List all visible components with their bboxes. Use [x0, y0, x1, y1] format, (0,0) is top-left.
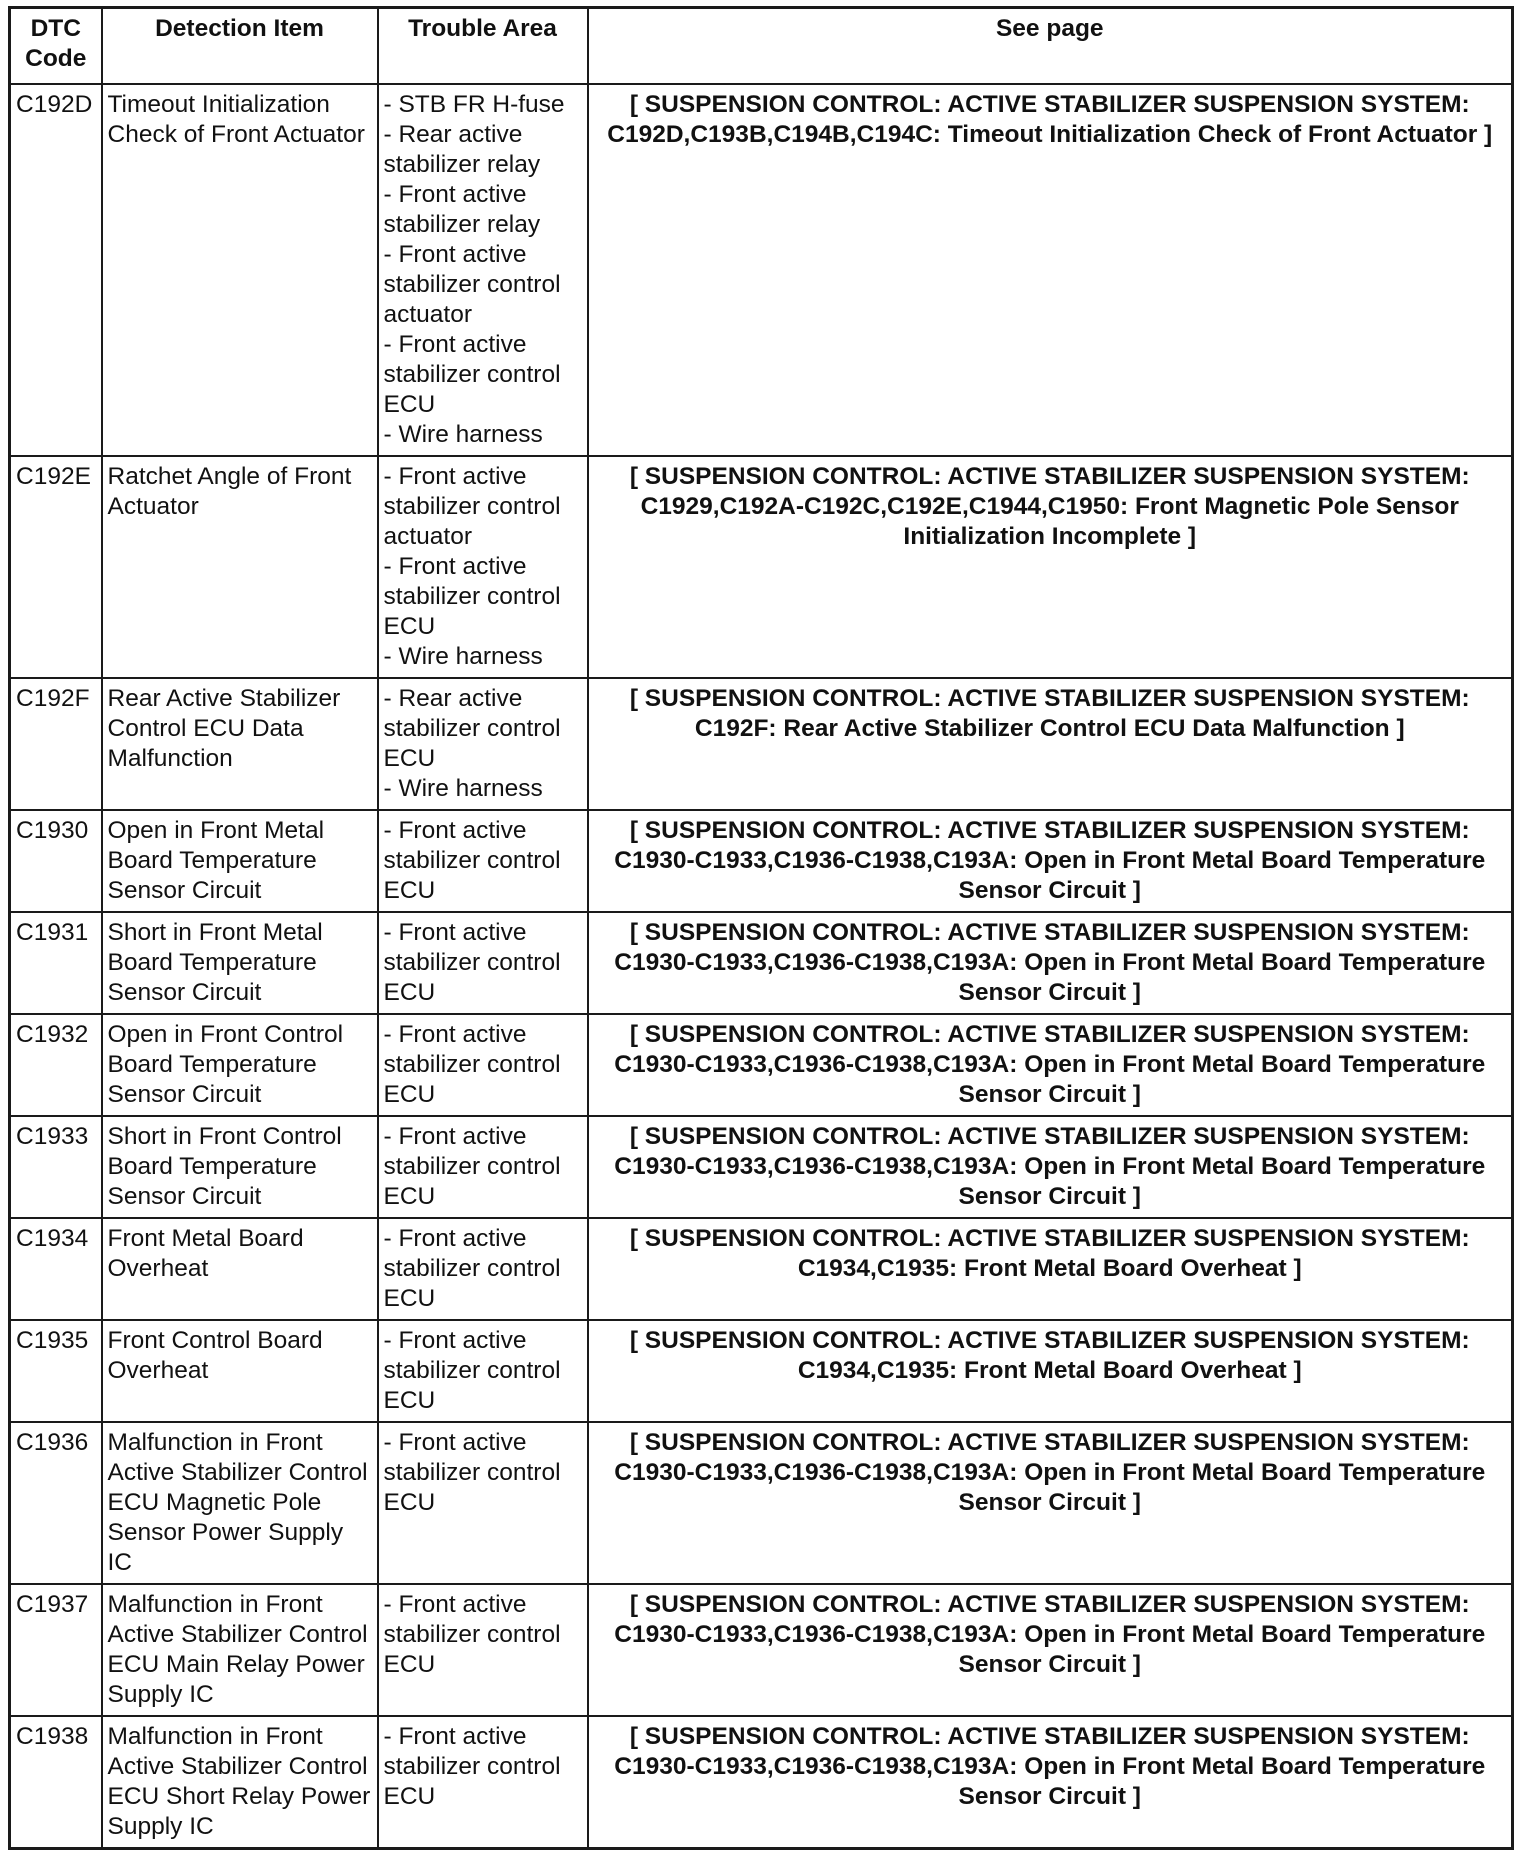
table-header — [10, 8, 1513, 85]
see-page-link[interactable]: [ SUSPENSION CONTROL: ACTIVE STABILIZER SUSPENSION SYSTEM: C192F: Rear Active Stabilizer Control ECU Data Malfunction ] — [588, 678, 1513, 810]
header-trouble-area: Trouble Area — [378, 8, 588, 85]
trouble-area-cell — [378, 1584, 588, 1716]
trouble-area-cell — [378, 1320, 588, 1422]
dtc-code-cell: C192F — [10, 678, 102, 810]
detection-item-cell: Front Metal Board Overheat — [102, 1218, 378, 1320]
see-page-link[interactable]: [ SUSPENSION CONTROL: ACTIVE STABILIZER SUSPENSION SYSTEM: C1930-C1933,C1936-C1938,C193A: Open in Front Metal Board Temperature Sensor Circuit ] — [588, 1584, 1513, 1716]
trouble-area-item: - Wire harness — [383, 643, 543, 670]
trouble-area-item: - Front active stabilizer control ECU — [383, 919, 561, 1006]
dtc-code-cell: C1932 — [10, 1014, 102, 1116]
see-page-link[interactable]: [ SUSPENSION CONTROL: ACTIVE STABILIZER SUSPENSION SYSTEM: C1934,C1935: Front Metal Board Overheat ] — [588, 1218, 1513, 1320]
trouble-area-cell — [378, 1218, 588, 1320]
table-row — [10, 456, 1513, 678]
detection-item-cell: Rear Active Stabilizer Control ECU Data Malfunction — [102, 678, 378, 810]
trouble-area-item: - Front active stabilizer control ECU — [383, 817, 561, 904]
dtc-table — [8, 6, 1514, 1850]
see-page-link[interactable]: [ SUSPENSION CONTROL: ACTIVE STABILIZER SUSPENSION SYSTEM: C1929,C192A-C192C,C192E,C1944,C1950: Front Magnetic Pole Sensor Initialization Incomplete ] — [588, 456, 1513, 678]
header-dtc-code-line1: DTC — [30, 15, 81, 42]
trouble-area-cell — [378, 912, 588, 1014]
trouble-area-item: - Front active stabilizer control ECU — [383, 553, 561, 640]
table-row — [10, 912, 1513, 1014]
detection-item-cell: Front Control Board Overheat — [102, 1320, 378, 1422]
see-page-link[interactable]: [ SUSPENSION CONTROL: ACTIVE STABILIZER SUSPENSION SYSTEM: C1934,C1935: Front Metal Board Overheat ] — [588, 1320, 1513, 1422]
table-row — [10, 1014, 1513, 1116]
trouble-area-cell — [378, 1422, 588, 1584]
table-row — [10, 1116, 1513, 1218]
see-page-link[interactable]: [ SUSPENSION CONTROL: ACTIVE STABILIZER SUSPENSION SYSTEM: C1930-C1933,C1936-C1938,C193A: Open in Front Metal Board Temperature Sensor Circuit ] — [588, 1014, 1513, 1116]
trouble-area-cell — [378, 810, 588, 912]
table-body — [10, 84, 1513, 1849]
see-page-link[interactable]: [ SUSPENSION CONTROL: ACTIVE STABILIZER SUSPENSION SYSTEM: C1930-C1933,C1936-C1938,C193A: Open in Front Metal Board Temperature Sensor Circuit ] — [588, 1716, 1513, 1849]
dtc-code-cell: C1938 — [10, 1716, 102, 1849]
trouble-area-cell — [378, 1014, 588, 1116]
trouble-area-item: - Front active stabilizer control actuator — [383, 463, 561, 550]
trouble-area-cell — [378, 84, 588, 456]
trouble-area-cell — [378, 1716, 588, 1849]
header-see-page: See page — [588, 8, 1513, 85]
trouble-area-item: - Front active stabilizer control ECU — [383, 1225, 561, 1312]
trouble-area-item: - Front active stabilizer control ECU — [383, 1429, 561, 1516]
detection-item-cell: Ratchet Angle of Front Actuator — [102, 456, 378, 678]
table-row — [10, 84, 1513, 456]
detection-item-cell: Open in Front Control Board Temperature Sensor Circuit — [102, 1014, 378, 1116]
detection-item-cell: Open in Front Metal Board Temperature Sensor Circuit — [102, 810, 378, 912]
detection-item-cell: Short in Front Metal Board Temperature Sensor Circuit — [102, 912, 378, 1014]
trouble-area-item: - Front active stabilizer control actuator — [383, 241, 561, 328]
trouble-area-cell — [378, 456, 588, 678]
dtc-code-cell: C192E — [10, 456, 102, 678]
detection-item-cell: Malfunction in Front Active Stabilizer Control ECU Magnetic Pole Sensor Power Supply IC — [102, 1422, 378, 1584]
table-row — [10, 1716, 1513, 1849]
table-row — [10, 1422, 1513, 1584]
trouble-area-cell — [378, 1116, 588, 1218]
table-row — [10, 810, 1513, 912]
trouble-area-item: - STB FR H-fuse — [383, 91, 565, 118]
table-row — [10, 1584, 1513, 1716]
trouble-area-item: - Front active stabilizer control ECU — [383, 331, 561, 418]
header-dtc-code — [10, 8, 102, 85]
detection-item-cell: Timeout Initialization Check of Front Actuator — [102, 84, 378, 456]
trouble-area-item: - Front active stabilizer control ECU — [383, 1723, 561, 1810]
table-row — [10, 678, 1513, 810]
trouble-area-item: - Wire harness — [383, 421, 543, 448]
detection-item-cell: Malfunction in Front Active Stabilizer Control ECU Short Relay Power Supply IC — [102, 1716, 378, 1849]
trouble-area-item: - Wire harness — [383, 775, 543, 802]
dtc-code-cell: C1935 — [10, 1320, 102, 1422]
see-page-link[interactable]: [ SUSPENSION CONTROL: ACTIVE STABILIZER SUSPENSION SYSTEM: C192D,C193B,C194B,C194C: Timeout Initialization Check of Front Actuator ] — [588, 84, 1513, 456]
trouble-area-item: - Front active stabilizer control ECU — [383, 1327, 561, 1414]
see-page-link[interactable]: [ SUSPENSION CONTROL: ACTIVE STABILIZER SUSPENSION SYSTEM: C1930-C1933,C1936-C1938,C193A: Open in Front Metal Board Temperature Sensor Circuit ] — [588, 810, 1513, 912]
trouble-area-item: - Front active stabilizer relay — [383, 181, 541, 238]
trouble-area-item: - Front active stabilizer control ECU — [383, 1021, 561, 1108]
see-page-link[interactable]: [ SUSPENSION CONTROL: ACTIVE STABILIZER SUSPENSION SYSTEM: C1930-C1933,C1936-C1938,C193A: Open in Front Metal Board Temperature Sensor Circuit ] — [588, 912, 1513, 1014]
trouble-area-item: - Rear active stabilizer relay — [383, 121, 541, 178]
header-detection-item: Detection Item — [102, 8, 378, 85]
trouble-area-item: - Front active stabilizer control ECU — [383, 1591, 561, 1678]
dtc-code-cell: C1933 — [10, 1116, 102, 1218]
dtc-code-cell: C1936 — [10, 1422, 102, 1584]
dtc-code-cell: C1930 — [10, 810, 102, 912]
detection-item-cell: Malfunction in Front Active Stabilizer Control ECU Main Relay Power Supply IC — [102, 1584, 378, 1716]
dtc-code-cell: C1931 — [10, 912, 102, 1014]
table-row — [10, 1320, 1513, 1422]
see-page-link[interactable]: [ SUSPENSION CONTROL: ACTIVE STABILIZER SUSPENSION SYSTEM: C1930-C1933,C1936-C1938,C193A: Open in Front Metal Board Temperature Sensor Circuit ] — [588, 1422, 1513, 1584]
dtc-code-cell: C1934 — [10, 1218, 102, 1320]
see-page-link[interactable]: [ SUSPENSION CONTROL: ACTIVE STABILIZER SUSPENSION SYSTEM: C1930-C1933,C1936-C1938,C193A: Open in Front Metal Board Temperature Sensor Circuit ] — [588, 1116, 1513, 1218]
detection-item-cell: Short in Front Control Board Temperature Sensor Circuit — [102, 1116, 378, 1218]
trouble-area-cell — [378, 678, 588, 810]
header-row — [10, 8, 1513, 85]
trouble-area-item: - Rear active stabilizer control ECU — [383, 685, 561, 772]
table-row — [10, 1218, 1513, 1320]
trouble-area-item: - Front active stabilizer control ECU — [383, 1123, 561, 1210]
dtc-code-cell: C192D — [10, 84, 102, 456]
header-dtc-code-line2: Code — [25, 45, 87, 72]
dtc-code-cell: C1937 — [10, 1584, 102, 1716]
